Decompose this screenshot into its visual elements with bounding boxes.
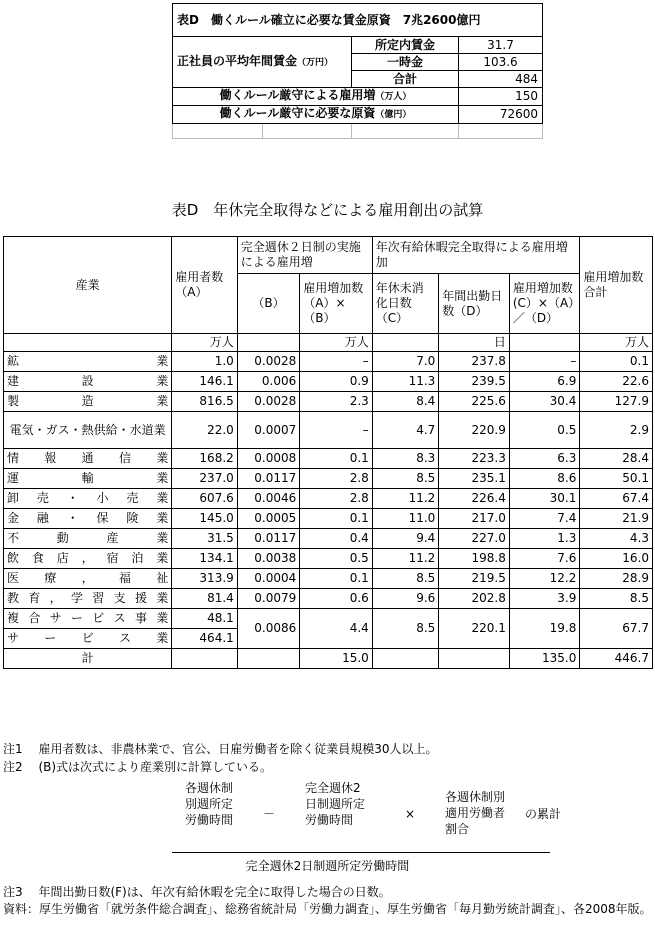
unit-d: 日 bbox=[439, 334, 510, 352]
workdays-value: 225.6 bbox=[439, 392, 510, 412]
b-value: 0.0028 bbox=[237, 352, 299, 372]
unit-a: 万人 bbox=[172, 334, 238, 352]
formula-times: × bbox=[405, 807, 416, 821]
increase-cd-value: 3.9 bbox=[509, 589, 580, 609]
unused-days-value: 8.3 bbox=[372, 449, 439, 469]
industry-name: 金融・保険業 bbox=[4, 509, 172, 529]
workdays-value: 237.8 bbox=[439, 352, 510, 372]
workdays-value: 226.4 bbox=[439, 489, 510, 509]
header-paid-leave: 年次有給休暇完全取得による雇用増加 bbox=[372, 237, 580, 274]
increase-cd-value: 1.3 bbox=[509, 529, 580, 549]
industry-name: 医療，福祉 bbox=[4, 569, 172, 589]
employees-value: 22.0 bbox=[172, 412, 238, 449]
unit-total: 万人 bbox=[580, 334, 653, 352]
unit-ab: 万人 bbox=[300, 334, 373, 352]
header-total-increase: 雇用増加数合計 bbox=[580, 237, 653, 334]
industry-name: 運輸業 bbox=[4, 469, 172, 489]
table-row bbox=[4, 509, 653, 529]
unused-days-value: 11.3 bbox=[372, 372, 439, 392]
unused-days-value: 7.0 bbox=[372, 352, 439, 372]
b-value: 0.0038 bbox=[237, 549, 299, 569]
increase-ab-value: 4.4 bbox=[300, 609, 373, 649]
total-value: 4.3 bbox=[580, 529, 653, 549]
header-five-day-week: 完全週休２日制の実施による雇用増 bbox=[237, 237, 372, 274]
table-title: 表D 年休完全取得などによる雇用創出の試算 bbox=[171, 201, 484, 219]
industry-name: サービス業 bbox=[4, 629, 172, 649]
header-industry: 産業 bbox=[4, 237, 172, 334]
industry-name: 複合サービス事業 bbox=[4, 609, 172, 629]
unused-days-value: 11.0 bbox=[372, 509, 439, 529]
employees-value: 237.0 bbox=[172, 469, 238, 489]
b-value: 0.006 bbox=[237, 372, 299, 392]
increase-cd-value: 12.2 bbox=[509, 569, 580, 589]
industry-name: 鉱業 bbox=[4, 352, 172, 372]
industry-name: 飲食店，宿泊業 bbox=[4, 549, 172, 569]
table-row bbox=[4, 449, 653, 469]
industry-rows bbox=[4, 352, 653, 609]
b-value: 0.0046 bbox=[237, 489, 299, 509]
increase-ab-value: – bbox=[300, 352, 373, 372]
total-value: 127.9 bbox=[580, 392, 653, 412]
workdays-value: 198.8 bbox=[439, 549, 510, 569]
increase-ab-value: 0.5 bbox=[300, 549, 373, 569]
header-workdays: 年間出勤日数（D） bbox=[439, 274, 510, 334]
table-row bbox=[4, 589, 653, 609]
increase-ab-value: 0.1 bbox=[300, 449, 373, 469]
b-value: 0.0117 bbox=[237, 529, 299, 549]
employment-increase-label: 働くルール厳守による雇用増（万人） bbox=[173, 88, 459, 106]
employees-value: 313.9 bbox=[172, 569, 238, 589]
employees-value: 48.1 bbox=[172, 609, 238, 629]
total-value: 8.5 bbox=[580, 589, 653, 609]
increase-ab-value: 2.8 bbox=[300, 469, 373, 489]
increase-ab-value: 0.9 bbox=[300, 372, 373, 392]
table-row bbox=[4, 529, 653, 549]
employees-value: 145.0 bbox=[172, 509, 238, 529]
total-sum: 446.7 bbox=[580, 649, 653, 669]
workdays-value: 223.3 bbox=[439, 449, 510, 469]
workdays-value: 239.5 bbox=[439, 372, 510, 392]
b-value: 0.0028 bbox=[237, 392, 299, 412]
total-value: 67.4 bbox=[580, 489, 653, 509]
increase-ab-value: 2.8 bbox=[300, 489, 373, 509]
table-row bbox=[4, 392, 653, 412]
industry-name: 不動産業 bbox=[4, 529, 172, 549]
total-value: 28.4 bbox=[580, 449, 653, 469]
avg-wage-label: 正社員の平均年間賃金（万円） bbox=[173, 37, 352, 88]
workdays-value: 235.1 bbox=[439, 469, 510, 489]
note-2: 注2 (B)式は次式により産業別に計算している。 bbox=[3, 760, 273, 774]
formula-cumulative: の累計 bbox=[525, 807, 562, 821]
increase-ab-value: 0.4 bbox=[300, 529, 373, 549]
unused-days-value: 8.5 bbox=[372, 569, 439, 589]
workdays-value: 202.8 bbox=[439, 589, 510, 609]
formula-term-1: 各週休制別週所定労働時間 bbox=[185, 781, 234, 827]
total-label: 計 bbox=[4, 649, 172, 669]
unit-row bbox=[4, 334, 653, 352]
increase-cd-value: 6.9 bbox=[509, 372, 580, 392]
unused-days-value: 11.2 bbox=[372, 489, 439, 509]
formula-term-2: 完全週休2日制週所定労働時間 bbox=[305, 781, 366, 827]
b-value: 0.0008 bbox=[237, 449, 299, 469]
employees-value: 464.1 bbox=[172, 629, 238, 649]
b-value: 0.0004 bbox=[237, 569, 299, 589]
formula bbox=[185, 780, 585, 848]
increase-cd-value: 19.8 bbox=[509, 609, 580, 649]
table-row bbox=[4, 569, 653, 589]
increase-ab-value: 0.6 bbox=[300, 589, 373, 609]
b-value: 0.0086 bbox=[237, 609, 299, 649]
header-unused-days: 年休未消化日数（C） bbox=[372, 274, 439, 334]
b-value: 0.0007 bbox=[237, 412, 299, 449]
workdays-value: 220.9 bbox=[439, 412, 510, 449]
total-value: 67.7 bbox=[580, 609, 653, 649]
increase-ab-value: – bbox=[300, 412, 373, 449]
wage-fund-title: 表D 働くルール確立に必要な賃金原資 7兆2600億円 bbox=[173, 4, 543, 37]
total-value: 2.9 bbox=[580, 412, 653, 449]
workdays-value: 227.0 bbox=[439, 529, 510, 549]
total-value: 28.9 bbox=[580, 569, 653, 589]
table-row bbox=[4, 609, 653, 629]
unused-days-value: 8.5 bbox=[372, 469, 439, 489]
table-row bbox=[4, 412, 653, 449]
increase-cd-value: 6.3 bbox=[509, 449, 580, 469]
workdays-value: 217.0 bbox=[439, 509, 510, 529]
industry-name: 製造業 bbox=[4, 392, 172, 412]
table-row bbox=[4, 352, 653, 372]
fraction-line bbox=[172, 852, 550, 853]
unused-days-value: 8.4 bbox=[372, 392, 439, 412]
unused-days-value: 4.7 bbox=[372, 412, 439, 449]
formula-minus: － bbox=[263, 807, 276, 821]
increase-ab-value: 0.1 bbox=[300, 569, 373, 589]
increase-cd-value: 8.6 bbox=[509, 469, 580, 489]
increase-cd-value: 30.4 bbox=[509, 392, 580, 412]
unused-days-value: 11.2 bbox=[372, 549, 439, 569]
increase-cd-value: 30.1 bbox=[509, 489, 580, 509]
increase-ab-value: 2.3 bbox=[300, 392, 373, 412]
total-value: 16.0 bbox=[580, 549, 653, 569]
table-row bbox=[4, 469, 653, 489]
increase-cd-value: – bbox=[509, 352, 580, 372]
industry-name: 卸売・小売業 bbox=[4, 489, 172, 509]
bonus-label: 一時金 bbox=[352, 54, 459, 71]
industry-name: 教育，学習支援業 bbox=[4, 589, 172, 609]
header-increase-ab: 雇用増加数（A）×（B） bbox=[300, 274, 373, 334]
industry-name: 建設業 bbox=[4, 372, 172, 392]
employees-value: 607.6 bbox=[172, 489, 238, 509]
b-value: 0.0117 bbox=[237, 469, 299, 489]
unused-days-value: 9.6 bbox=[372, 589, 439, 609]
employees-value: 31.5 bbox=[172, 529, 238, 549]
increase-ab-value: 0.1 bbox=[300, 509, 373, 529]
required-fund-value: 72600 bbox=[459, 106, 543, 124]
increase-cd-value: 7.6 bbox=[509, 549, 580, 569]
employees-value: 146.1 bbox=[172, 372, 238, 392]
total-ab: 15.0 bbox=[300, 649, 373, 669]
workdays-value: 219.5 bbox=[439, 569, 510, 589]
employment-increase-value: 150 bbox=[459, 88, 543, 106]
wage-total-label: 合計 bbox=[352, 71, 459, 88]
unused-days-value: 9.4 bbox=[372, 529, 439, 549]
regular-wage-label: 所定内賃金 bbox=[352, 37, 459, 54]
formula-denominator: 完全週休2日制週所定労働時間 bbox=[245, 859, 410, 873]
header-increase-cd: 雇用増加数(C）×（A）／（D） bbox=[509, 274, 580, 334]
empty-grid-row bbox=[173, 124, 543, 139]
required-fund-label: 働くルール厳守に必要な原資（億円） bbox=[173, 106, 459, 124]
employees-value: 168.2 bbox=[172, 449, 238, 469]
note-3: 注3 年間出勤日数(F)は、年次有給休暇を完全に取得した場合の日数。 bbox=[3, 885, 391, 899]
b-value: 0.0079 bbox=[237, 589, 299, 609]
employees-value: 816.5 bbox=[172, 392, 238, 412]
total-value: 22.6 bbox=[580, 372, 653, 392]
header-employees: 雇用者数（A） bbox=[172, 237, 238, 334]
note-1: 注1 雇用者数は、非農林業で、官公、日雇労働者を除く従業員規模30人以上。 bbox=[3, 742, 438, 756]
employees-value: 134.1 bbox=[172, 549, 238, 569]
b-value: 0.0005 bbox=[237, 509, 299, 529]
regular-wage-value: 31.7 bbox=[459, 37, 543, 54]
total-value: 0.1 bbox=[580, 352, 653, 372]
table-row bbox=[4, 372, 653, 392]
employees-value: 81.4 bbox=[172, 589, 238, 609]
header-b: （B） bbox=[237, 274, 299, 334]
source-note: 資料：厚生労働省「就労条件総合調査」、総務省統計局「労働力調査」、厚生労働省「毎月勤労統計調査」、各2008年版。 bbox=[3, 902, 652, 916]
table-row bbox=[4, 489, 653, 509]
industry-name: 電気・ガス・熱供給・水道業 bbox=[4, 412, 172, 449]
workdays-value: 220.1 bbox=[439, 609, 510, 649]
unused-days-value: 8.5 bbox=[372, 609, 439, 649]
total-cd: 135.0 bbox=[509, 649, 580, 669]
employment-creation-table bbox=[3, 236, 653, 669]
industry-name: 情報通信業 bbox=[4, 449, 172, 469]
total-value: 21.9 bbox=[580, 509, 653, 529]
increase-cd-value: 0.5 bbox=[509, 412, 580, 449]
table-row bbox=[4, 549, 653, 569]
bonus-value: 103.6 bbox=[459, 54, 543, 71]
increase-cd-value: 7.4 bbox=[509, 509, 580, 529]
formula-term-3: 各週休制別適用労働者割合 bbox=[445, 790, 506, 836]
total-row bbox=[4, 649, 653, 669]
employees-value: 1.0 bbox=[172, 352, 238, 372]
total-value: 50.1 bbox=[580, 469, 653, 489]
wage-total-value: 484 bbox=[459, 71, 543, 88]
wage-fund-table bbox=[172, 3, 543, 139]
